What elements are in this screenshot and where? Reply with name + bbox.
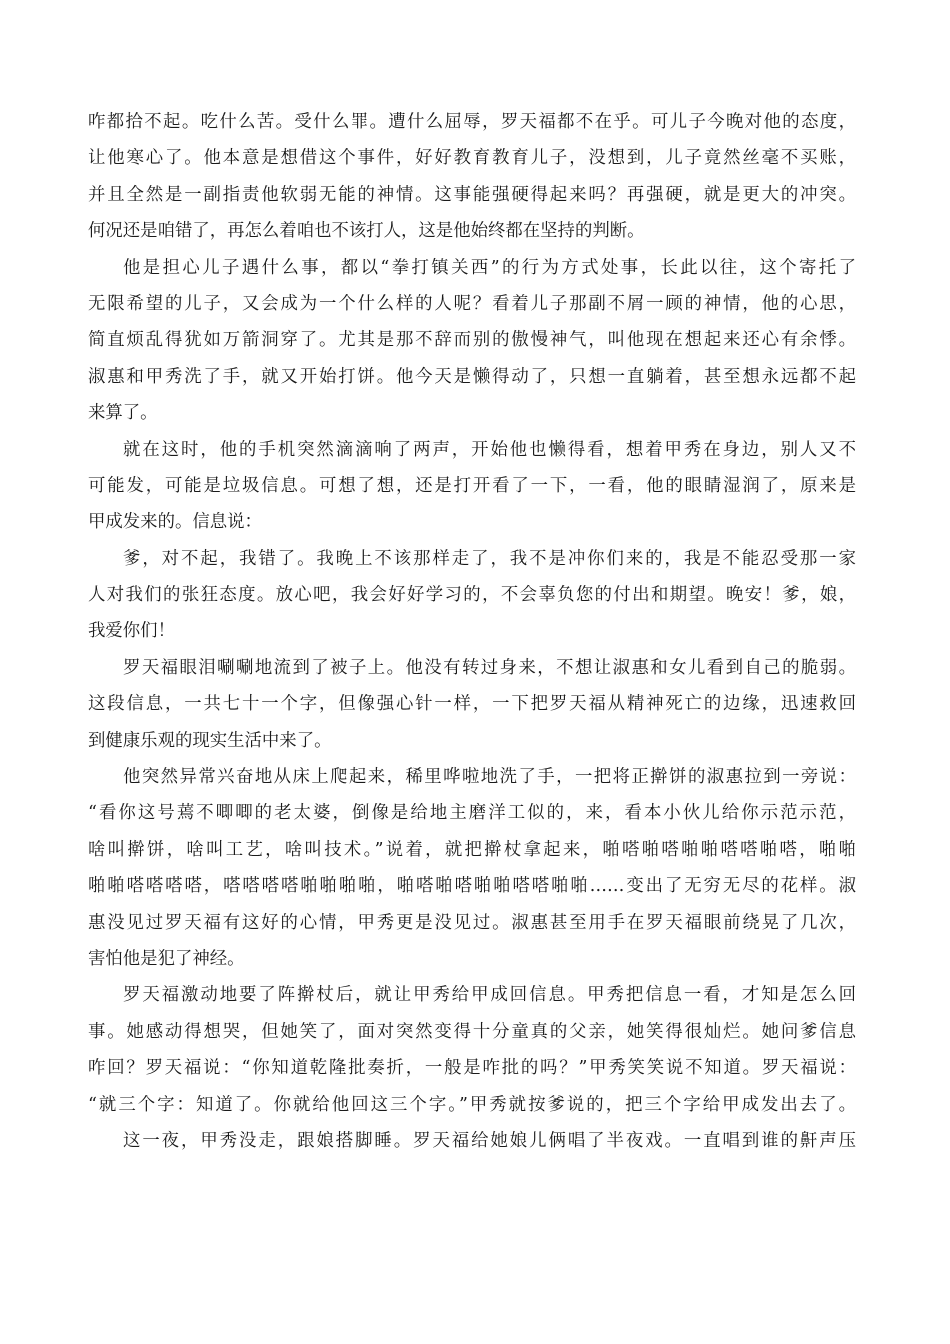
text-line: 咋都拾不起。吃什么苦。受什么罪。遭什么屈辱，罗天福都不在乎。可儿子今晚对他的态度， bbox=[88, 112, 856, 132]
text-line: “就三个字：知道了。你就给他回这三个字。”甲秀就按爹说的，把三个字给甲成发出去了。 bbox=[88, 1094, 856, 1115]
paragraph-first-line: 就在这时，他的手机突然滴滴响了两声，开始他也懒得看，想着甲秀在身边，别人又不 bbox=[123, 439, 856, 460]
text-line: 简直烦乱得犹如万箭洞穿了。尤其是那不辞而别的傲慢神气，叫他现在想起来还心有余悸。 bbox=[88, 330, 856, 351]
text-line: 啪啪嗒嗒嗒嗒，嗒嗒嗒嗒啪啪啪啪，啪嗒啪嗒啪啪嗒嗒啪啪……变出了无穷无尽的花样。淑 bbox=[88, 876, 856, 897]
text-line: 我爱你们！ bbox=[88, 621, 175, 642]
paragraph-first-line: 这一夜，甲秀没走，跟娘搭脚睡。罗天福给她娘儿俩唱了半夜戏。一直唱到谁的鼾声压 bbox=[123, 1130, 856, 1151]
document-body bbox=[88, 104, 856, 1159]
text-line: 可能发，可能是垃圾信息。可想了想，还是打开看了一下，一看，他的眼睛湿润了，原来是 bbox=[88, 475, 856, 496]
text-line: “看你这号蔫不唧唧的老太婆，倒像是给地主磨洋工似的，来，看本小伙儿给你示范示范， bbox=[88, 803, 856, 824]
paragraph-first-line: 他突然异常兴奋地从床上爬起来，稀里哗啦地洗了手，一把将正擀饼的淑惠拉到一旁说： bbox=[123, 767, 856, 788]
paragraph-first-line: 罗天福激动地要了阵擀杖后，就让甲秀给甲成回信息。甲秀把信息一看，才知是怎么回 bbox=[123, 985, 856, 1006]
paragraph-first-line: 他是担心儿子遇什么事，都以“拳打镇关西”的行为方式处事，长此以往，这个寄托了 bbox=[123, 257, 856, 278]
text-line: 甲成发来的。信息说： bbox=[88, 512, 262, 533]
paragraph-first-line: 罗天福眼泪唰唰地流到了被子上。他没有转过身来，不想让淑惠和女儿看到自己的脆弱。 bbox=[123, 657, 856, 678]
text-line: 无限希望的儿子，又会成为一个什么样的人呢？看着儿子那副不屑一顾的神情，他的心思， bbox=[88, 293, 856, 314]
text-line: 淑惠和甲秀洗了手，就又开始打饼。他今天是懒得动了，只想一直躺着，甚至想永远都不起 bbox=[88, 366, 856, 387]
text-line: 啥叫擀饼，啥叫工艺，啥叫技术。”说着，就把擀杖拿起来，啪嗒啪嗒啪啪嗒嗒啪嗒，啪啪 bbox=[88, 839, 856, 860]
paragraph-first-line: 爹，对不起，我错了。我晚上不该那样走了，我不是冲你们来的，我是不能忍受那一家 bbox=[123, 548, 856, 569]
text-line: 人对我们的张狂态度。放心吧，我会好好学习的，不会辜负您的付出和期望。晚安！爹，娘， bbox=[88, 585, 856, 606]
text-line: 这段信息，一共七十一个字，但像强心针一样，一下把罗天福从精神死亡的边缘，迅速救回 bbox=[88, 694, 856, 715]
text-line: 惠没见过罗天福有这好的心情，甲秀更是没见过。淑惠甚至用手在罗天福眼前绕晃了几次， bbox=[88, 912, 856, 933]
text-line: 害怕他是犯了神经。 bbox=[88, 948, 245, 969]
text-line: 让他寒心了。他本意是想借这个事件，好好教育教育儿子，没想到，儿子竟然丝毫不买账， bbox=[88, 148, 856, 169]
text-line: 到健康乐观的现实生活中来了。 bbox=[88, 730, 332, 751]
text-line: 事。她感动得想哭，但她笑了，面对突然变得十分童真的父亲，她笑得很灿烂。她问爹信息 bbox=[88, 1021, 856, 1042]
text-line: 来算了。 bbox=[88, 403, 158, 424]
text-line: 并且全然是一副指责他软弱无能的神情。这事能强硬得起来吗？再强硬，就是更大的冲突。 bbox=[88, 184, 856, 205]
text-line: 咋回？罗天福说：“你知道乾隆批奏折，一般是咋批的吗？”甲秀笑笑说不知道。罗天福说： bbox=[88, 1058, 856, 1079]
text-line: 何况还是咱错了，再怎么着咱也不该打人，这是他始终都在坚持的判断。 bbox=[88, 221, 645, 242]
